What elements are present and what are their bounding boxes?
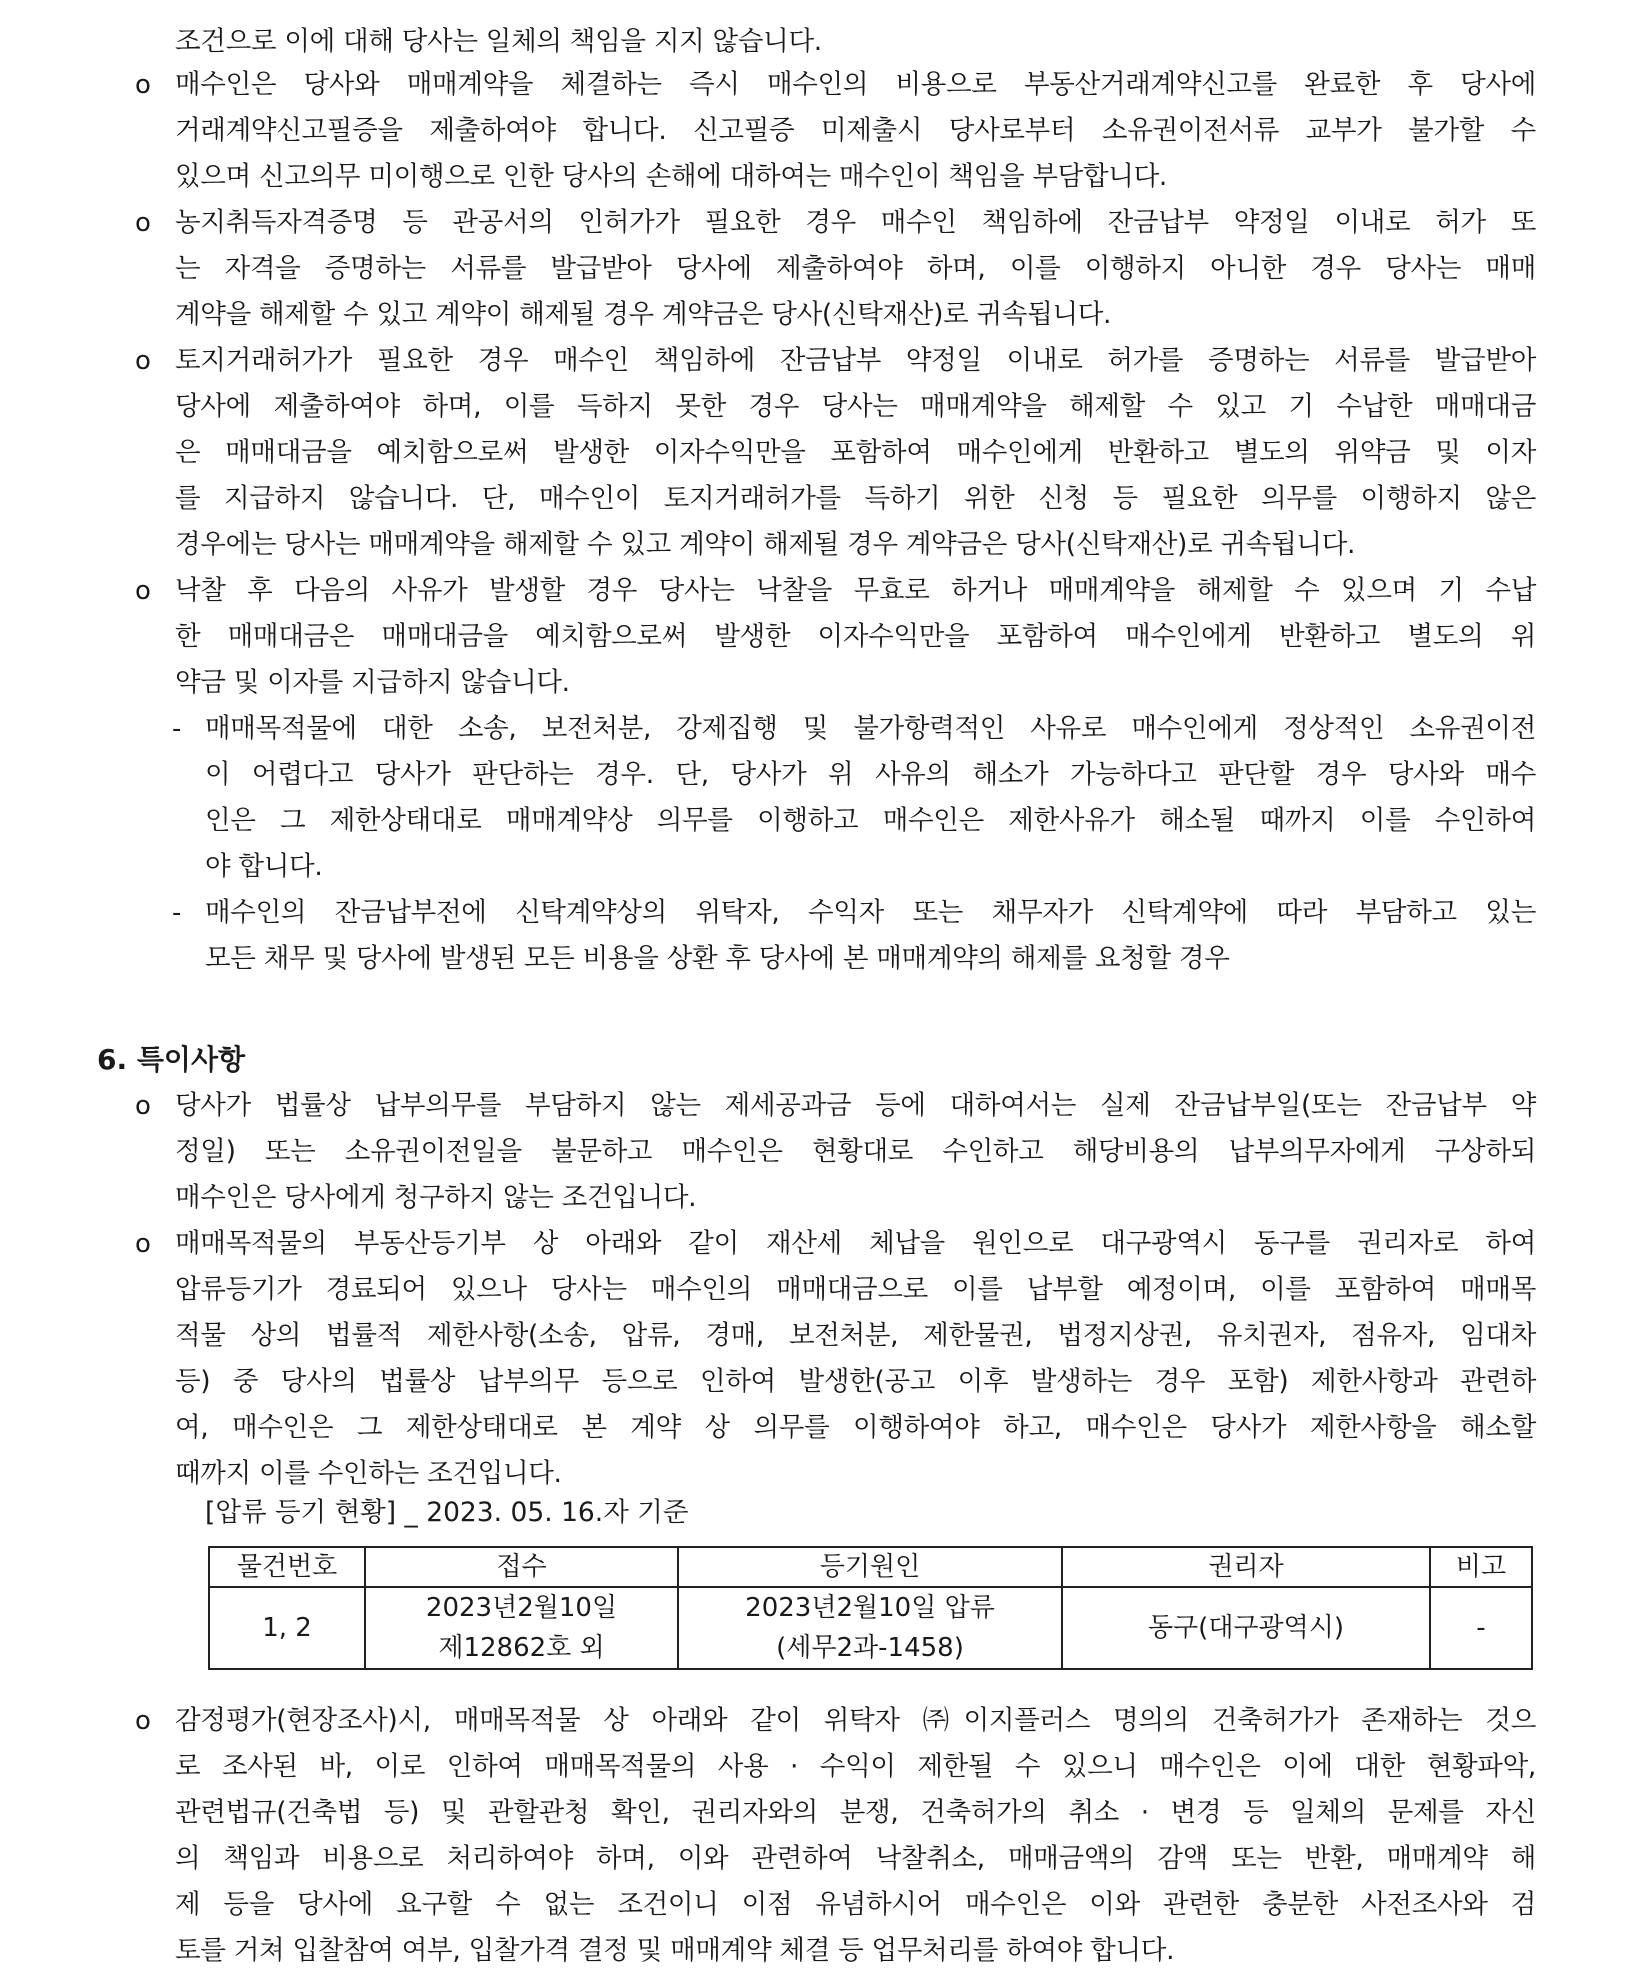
header-item-no: 물건번호 xyxy=(209,1547,365,1587)
table-row xyxy=(209,1587,1532,1669)
paragraph-line: 의 책임과 비용으로 처리하여야 하며, 이와 관련하여 낙찰취소, 매매금액의 감액 또는 반환, 매매계약 해 xyxy=(175,1843,1536,1874)
header-note: 비고 xyxy=(1430,1547,1532,1587)
cell-cause-ref: (세무2과-1458) xyxy=(776,1633,964,1663)
table-header-row xyxy=(209,1547,1532,1587)
paragraph-line: 는 자격을 증명하는 서류를 발급받아 당사에 제출하여야 하며, 이를 이행하지 아니한 경우 당사는 매매 xyxy=(175,253,1536,284)
paragraph-line: 감정평가(현장조사)시, 매매목적물 상 아래와 같이 위탁자 ㈜이지플러스 명의의 건축허가가 존재하는 것으 xyxy=(175,1705,1536,1736)
table-caption: [압류 등기 현황] _ 2023. 05. 16.자 기준 xyxy=(205,1497,689,1528)
paragraph-line: 거래계약신고필증을 제출하여야 합니다. 신고필증 미제출시 당사로부터 소유권이전서류 교부가 불가할 수 xyxy=(175,115,1536,146)
cell-holder: 동구(대구광역시) xyxy=(1062,1587,1430,1669)
paragraph-line: 토지거래허가가 필요한 경우 매수인 책임하에 잔금납부 약정일 이내로 허가를 증명하는 서류를 발급받아 xyxy=(175,345,1536,376)
bullet-circle-icon: o xyxy=(135,1229,151,1259)
paragraph-line: 매매목적물에 대한 소송, 보전처분, 강제집행 및 불가항력적인 사유로 매수인에게 정상적인 소유권이전 xyxy=(205,713,1536,744)
cell-cause xyxy=(678,1587,1062,1669)
cell-cause-date: 2023년2월10일 압류 xyxy=(745,1593,995,1623)
header-holder: 권리자 xyxy=(1062,1547,1430,1587)
cell-note: - xyxy=(1430,1587,1532,1669)
cell-received xyxy=(365,1587,678,1669)
paragraph-line: 토를 거쳐 입찰참여 여부, 입찰가격 결정 및 매매계약 체결 등 업무처리를 하여야 합니다. xyxy=(175,1935,1175,1966)
paragraph-line: 약금 및 이자를 지급하지 않습니다. xyxy=(175,667,570,698)
paragraph-line: 은 매매대금을 예치함으로써 발생한 이자수익만을 포함하여 매수인에게 반환하고 별도의 위약금 및 이자 xyxy=(175,437,1536,468)
paragraph-line: 관련법규(건축법 등) 및 관할관청 확인, 권리자와의 분쟁, 건축허가의 취소 · 변경 등 일체의 문제를 자신 xyxy=(175,1797,1536,1828)
paragraph-line: 모든 채무 및 당사에 발생된 모든 비용을 상환 후 당사에 본 매매계약의 해제를 요청할 경우 xyxy=(205,943,1230,974)
paragraph-line: 한 매매대금은 매매대금을 예치함으로써 발생한 이자수익만을 포함하여 매수인에게 반환하고 별도의 위 xyxy=(175,621,1536,652)
bullet-circle-icon: o xyxy=(135,70,151,100)
paragraph-line: 정일) 또는 소유권이전일을 불문하고 매수인은 현황대로 수인하고 해당비용의 납부의무자에게 구상하되 xyxy=(175,1136,1536,1167)
paragraph-line: 계약을 해제할 수 있고 계약이 해제될 경우 계약금은 당사(신탁재산)로 귀속됩니다. xyxy=(175,299,1112,330)
bullet-circle-icon: o xyxy=(135,576,151,606)
bullet-circle-icon: o xyxy=(135,1091,151,1121)
paragraph-line: 등) 중 당사의 법률상 납부의무 등으로 인하여 발생한(공고 이후 발생하는 경우 포함) 제한사항과 관련하 xyxy=(175,1366,1536,1397)
bullet-dash-icon: - xyxy=(172,898,182,928)
paragraph-line: 매매목적물의 부동산등기부 상 아래와 같이 재산세 체납을 원인으로 대구광역시 동구를 권리자로 하여 xyxy=(175,1228,1536,1259)
cell-item-no: 1, 2 xyxy=(209,1587,365,1669)
paragraph-line: 매수인은 당사에게 청구하지 않는 조건입니다. xyxy=(175,1182,697,1213)
header-cause: 등기원인 xyxy=(678,1547,1062,1587)
paragraph-line: 낙찰 후 다음의 사유가 발생할 경우 당사는 낙찰을 무효로 하거나 매매계약을 해제할 수 있으며 기 수납 xyxy=(175,575,1536,606)
paragraph-line: 경우에는 당사는 매매계약을 해제할 수 있고 계약이 해제될 경우 계약금은 당사(신탁재산)로 귀속됩니다. xyxy=(175,529,1356,560)
seizure-registration-table xyxy=(208,1546,1533,1670)
paragraph-line: 당사가 법률상 납부의무를 부담하지 않는 제세공과금 등에 대하여서는 실제 잔금납부일(또는 잔금납부 약 xyxy=(175,1090,1536,1121)
paragraph-line: 농지취득자격증명 등 관공서의 인허가가 필요한 경우 매수인 책임하에 잔금납부 약정일 이내로 허가 또 xyxy=(175,207,1536,238)
bullet-circle-icon: o xyxy=(135,346,151,376)
bullet-circle-icon: o xyxy=(135,1706,151,1736)
paragraph-line: 당사에 제출하여야 하며, 이를 득하지 못한 경우 당사는 매매계약을 해제할 수 있고 기 수납한 매매대금 xyxy=(175,391,1536,422)
paragraph-line: 야 합니다. xyxy=(205,851,323,882)
paragraph-line: 압류등기가 경료되어 있으나 당사는 매수인의 매매대금으로 이를 납부할 예정이며, 이를 포함하여 매매목 xyxy=(175,1274,1536,1305)
paragraph-line: 여, 매수인은 그 제한상태대로 본 계약 상 의무를 이행하여야 하고, 매수인은 당사가 제한사항을 해소할 xyxy=(175,1412,1536,1443)
cell-received-date: 2023년2월10일 xyxy=(425,1593,618,1623)
paragraph-line: 매수인의 잔금납부전에 신탁계약상의 위탁자, 수익자 또는 채무자가 신탁계약에 따라 부담하고 있는 xyxy=(205,897,1536,928)
paragraph-line: 이 어렵다고 당사가 판단하는 경우. 단, 당사가 위 사유의 해소가 가능하다고 판단할 경우 당사와 매수 xyxy=(205,759,1536,790)
bullet-circle-icon: o xyxy=(135,208,151,238)
paragraph-line: 매수인은 당사와 매매계약을 체결하는 즉시 매수인의 비용으로 부동산거래계약신고를 완료한 후 당사에 xyxy=(175,69,1536,100)
paragraph-line: 제 등을 당사에 요구할 수 없는 조건이니 이점 유념하시어 매수인은 이와 관련한 충분한 사전조사와 검 xyxy=(175,1889,1536,1920)
bullet-dash-icon: - xyxy=(172,714,182,744)
header-received: 접수 xyxy=(365,1547,678,1587)
paragraph-line: 때까지 이를 수인하는 조건입니다. xyxy=(175,1458,562,1489)
paragraph-line: 를 지급하지 않습니다. 단, 매수인이 토지거래허가를 득하기 위한 신청 등 필요한 의무를 이행하지 않은 xyxy=(175,483,1536,514)
paragraph-line: 로 조사된 바, 이로 인하여 매매목적물의 사용 · 수익이 제한될 수 있으니 매수인은 이에 대한 현황파악, xyxy=(175,1751,1536,1782)
cell-received-number: 제12862호 외 xyxy=(438,1633,605,1663)
paragraph-line: 있으며 신고의무 미이행으로 인한 당사의 손해에 대하여는 매수인이 책임을 부담합니다. xyxy=(175,161,1167,192)
section-heading: 6. 특이사항 xyxy=(97,1043,246,1076)
paragraph-line: 인은 그 제한상태대로 매매계약상 의무를 이행하고 매수인은 제한사유가 해소될 때까지 이를 수인하여 xyxy=(205,805,1536,836)
paragraph-line: 적물 상의 법률적 제한사항(소송, 압류, 경매, 보전처분, 제한물권, 법정지상권, 유치권자, 점유자, 임대차 xyxy=(175,1320,1536,1351)
paragraph-line: 조건으로 이에 대해 당사는 일체의 책임을 지지 않습니다. xyxy=(175,26,822,57)
